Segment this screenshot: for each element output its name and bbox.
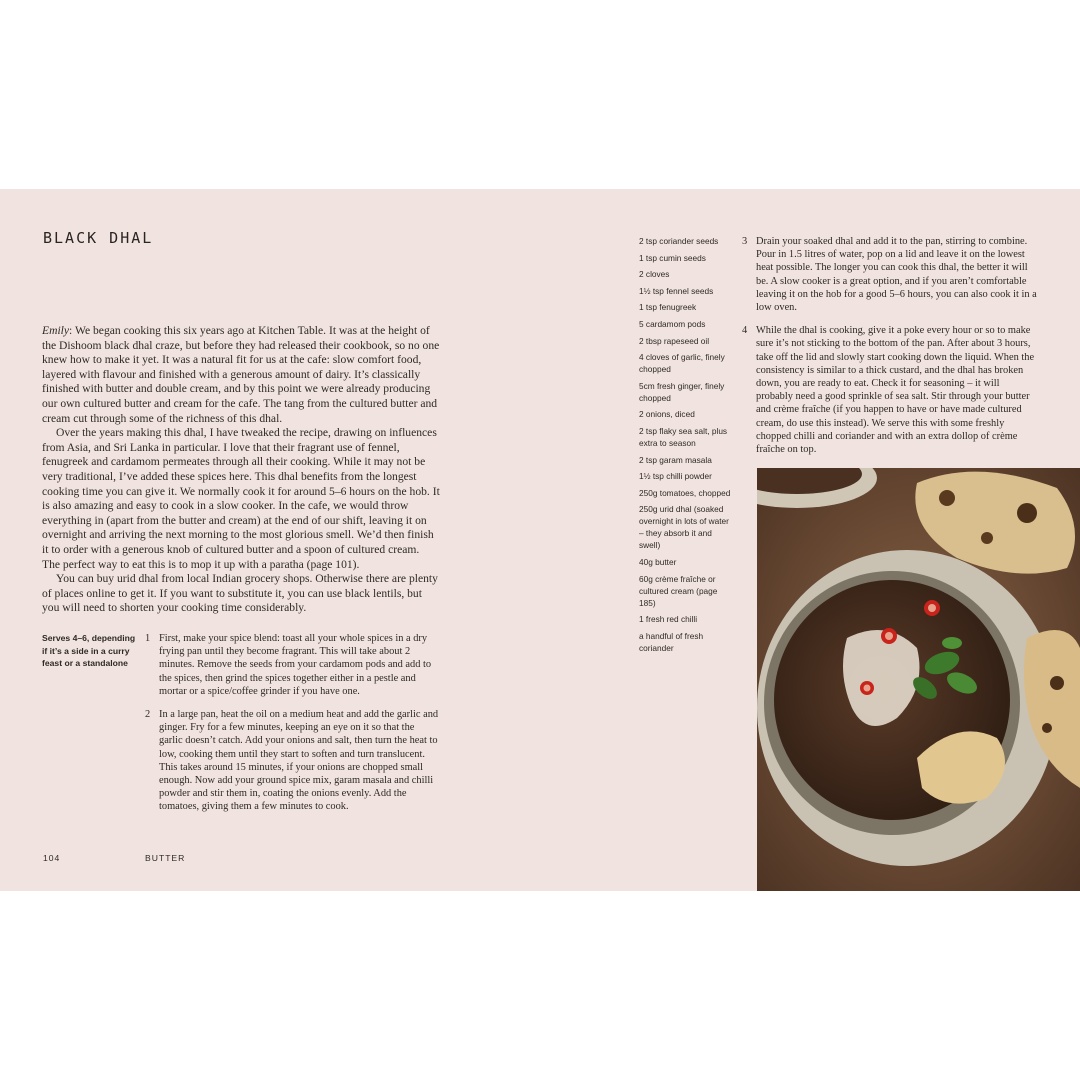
ingredient-item: 1½ tsp chilli powder xyxy=(639,471,712,482)
step-text: First, make your spice blend: toast all your whole spices in a dry frying pan until they become fragrant. This will take about 2 minutes. Remove the seeds from your cardamom pods and add to the spices, then grind the spices together either in a pestle and mortar or a spice/coffee grinder if you have one. xyxy=(159,633,432,697)
method-step xyxy=(145,632,440,698)
step-text: Drain your soaked dhal and add it to the pan, stirring to combine. Pour in 1.5 litres of water, pop on a lid and leave it on the lowest heat possible. The longer you can cook this dhal, the better it will be. A slow cooker is a great option, and if you aren’t comfortable leaving it on the hob for a good 5–6 hours, you can also cook it in a low oven. xyxy=(756,236,1037,314)
method-steps-right xyxy=(742,235,1037,466)
recipe-title: BLACK DHAL xyxy=(43,229,154,247)
ingredients-list xyxy=(639,235,733,658)
method-step xyxy=(145,708,440,814)
ingredient-item: 250g tomatoes, chopped xyxy=(639,487,731,498)
ingredient-item: 2 onions, diced xyxy=(639,409,695,420)
book-spread xyxy=(0,189,1080,891)
author-name: Emily xyxy=(42,324,70,337)
ingredient-item: 40g butter xyxy=(639,556,677,567)
char-mark xyxy=(981,532,993,544)
left-page xyxy=(0,189,630,891)
ingredient-item: 5cm fresh ginger, finely chopped xyxy=(639,380,725,403)
section-name: BUTTER xyxy=(145,853,186,863)
char-mark xyxy=(939,490,955,506)
char-mark xyxy=(1017,503,1037,523)
page-number: 104 xyxy=(43,853,61,863)
intro-paragraph-3: You can buy urid dhal from local Indian grocery shops. Otherwise there are plenty of places online to get it. If you want to substitute it, you can use black lentils, but you will need to shorten your cooking time considerably. xyxy=(42,572,438,615)
ingredient-item: 2 cloves xyxy=(639,269,670,280)
ingredient-item: 1 fresh red chilli xyxy=(639,614,698,625)
step-text: While the dhal is cooking, give it a poke every hour or so to make sure it’s not sticking to the bottom of the pan. After about 3 hours, take off the lid and slowly start cooking down the liquid. When the consistency is similar to a thick custard, and the dhal has broken down, you are ready to eat. Check it for seasoning – it will probably need a good sprinkle of sea salt. Stir through your butter and crème fraîche (if you happen to have or have made cultured cream, do use this instead). We serve this with some freshly chopped chilli and coriander and with an extra dollop of crème fraîche on top. xyxy=(756,325,1035,456)
ingredient-item: 2 tsp flaky sea salt, plus extra to season xyxy=(639,425,728,448)
char-mark xyxy=(1042,723,1052,733)
method-step xyxy=(742,324,1037,456)
ingredient-item: 60g crème fraîche or cultured cream (page 185) xyxy=(639,573,718,608)
step-number: 3 xyxy=(742,236,748,247)
ingredient-item: 250g urid dhal (soaked overnight in lots of water – they absorb it and swell) xyxy=(639,504,729,551)
intro-paragraph-1 xyxy=(42,324,440,426)
method-steps-left xyxy=(145,632,440,824)
dhal-illustration xyxy=(757,468,1080,891)
ingredient-item: 5 cardamom pods xyxy=(639,318,706,329)
ingredient-item: a handful of fresh coriander xyxy=(639,630,704,653)
serves-note: Serves 4–6, depending if it’s a side in a curry feast or a standalone xyxy=(42,633,136,669)
ingredient-item: 2 tbsp rapeseed oil xyxy=(639,335,710,346)
ingredient-item: 1½ tsp fennel seeds xyxy=(639,285,714,296)
method-step xyxy=(742,235,1037,314)
intro-paragraph-2: Over the years making this dhal, I have tweaked the recipe, drawing on influences from Asia, and Sri Lanka in particular. I love that their fragrant use of fennel, fenugreek and cardamom permeates through all their cooking. While it may not be very traditional, I’ve added these spices here. This dhal benefits from the longest cooking time you can give it. We normally cook it for around 5–6 hours on the hob. It is also amazing and easy to cook in a slow cooker. In the cafe, we would throw everything in (apart from the butter and cream) at the end of our shift, leaving it on overnight and arriving the next morning to the most glorious smell. We’d then finish it to order with a generous knob of cultured butter and a spoon of cultured cream. The perfect way to eat this is to mop it up with a paratha (page 101). xyxy=(42,426,440,571)
step-number: 2 xyxy=(145,709,151,721)
step-number: 1 xyxy=(145,633,151,644)
ingredient-item: 2 tsp garam masala xyxy=(639,454,712,465)
ingredient-item: 2 tsp coriander seeds xyxy=(639,236,719,246)
char-mark xyxy=(1050,676,1064,690)
recipe-intro xyxy=(42,324,440,616)
step-text: In a large pan, heat the oil on a medium heat and add the garlic and ginger. Fry for a few minutes, keeping an eye on it so that the garlic doesn’t catch. Add your onions and salt, then turn the heat to low, cooking them until they start to soften and turn translucent. This takes around 15 minutes, if your onions are chopped small enough. Now add your ground spice mix, garam masala and chilli powder and stir them in, coating the onions evenly. Add the tomatoes, giving them a few minutes to cook. xyxy=(159,709,439,813)
dhal-photo xyxy=(757,468,1080,891)
ingredient-item: 1 tsp cumin seeds xyxy=(639,252,706,263)
intro-paragraph-1-text: : We began cooking this six years ago at Kitchen Table. It was at the height of the Dishoom black dhal craze, but before they had released their cookbook, so no one knew how to make it yet. It was a natural fit for us at the cafe: slow comfort food, layered with flavour and finished with a generous amount of dairy. It’s classically finished with butter and double cream, and by this point we were already producing our own cultured butter and cream for the cafe. The tang from the cultured butter and cream cut through some of the richness of this dhal. xyxy=(42,324,440,425)
ingredient-item: 1 tsp fenugreek xyxy=(639,302,697,313)
step-number: 4 xyxy=(742,325,748,337)
ingredient-item: 4 cloves of garlic, finely chopped xyxy=(639,352,725,375)
